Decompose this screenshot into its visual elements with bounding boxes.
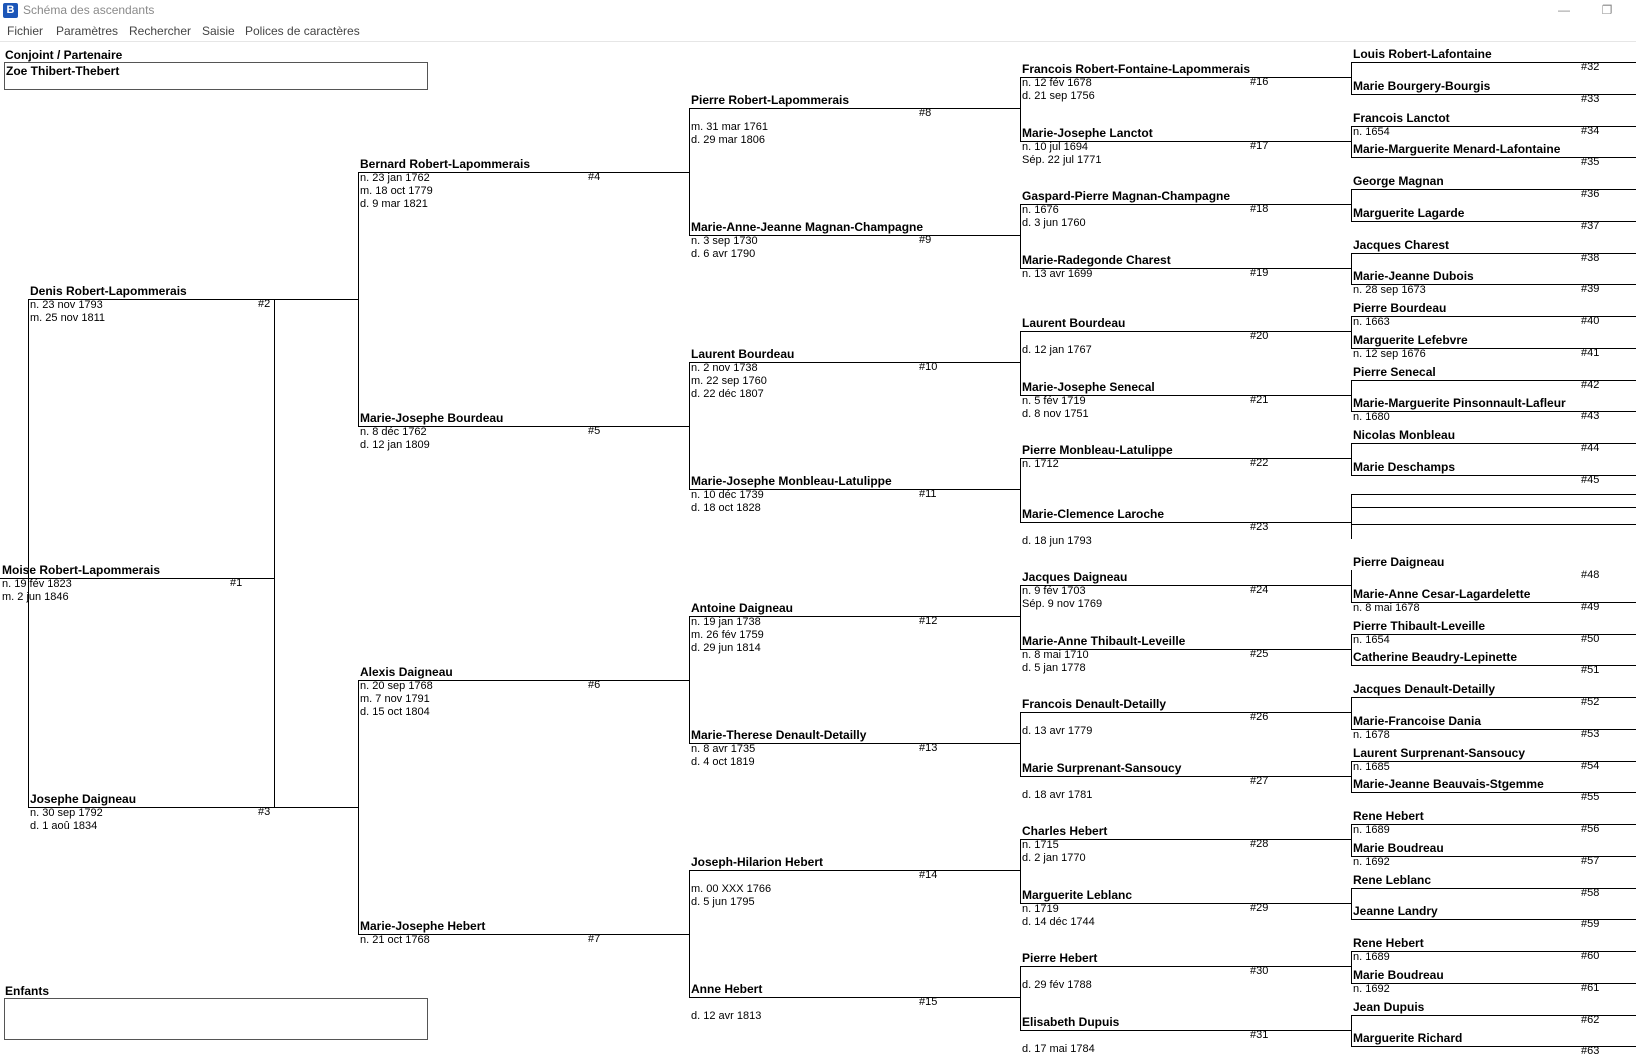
person-detail: m. 18 oct 1779	[360, 185, 433, 197]
person-name[interactable]: Pierre Hebert	[1022, 951, 1098, 965]
person-number: #11	[919, 488, 937, 500]
person-number: #1	[230, 577, 243, 589]
person-detail: n. 1663	[1353, 316, 1390, 328]
person-number: #10	[919, 361, 938, 373]
person-detail: d. 9 mar 1821	[360, 198, 428, 210]
person-number: #12	[919, 615, 938, 627]
person-number: #58	[1581, 887, 1600, 899]
person-number: #23	[1250, 521, 1269, 533]
person-detail: n. 10 déc 1739	[691, 489, 764, 501]
spouse-name[interactable]: Zoe Thibert-Thebert	[6, 64, 120, 78]
person-number: #39	[1581, 283, 1600, 295]
person-name[interactable]: Marie-Anne Cesar-Lagardelette	[1353, 587, 1531, 601]
person-detail: d. 14 déc 1744	[1022, 916, 1095, 928]
person-number: #63	[1581, 1045, 1600, 1057]
person-name[interactable]: Marie-Francoise Dania	[1353, 714, 1482, 728]
person-number: #2	[258, 298, 271, 310]
person-detail: m. 31 mar 1761	[691, 121, 769, 133]
person-number: #59	[1581, 918, 1600, 930]
person-detail: m. 22 sep 1760	[691, 375, 767, 387]
menu-parametres[interactable]: Paramètres	[56, 24, 119, 38]
person-name[interactable]: Marie-Therese Denault-Detailly	[691, 728, 867, 742]
person-number: #33	[1581, 93, 1600, 105]
person-name[interactable]: Marie Boudreau	[1353, 968, 1444, 982]
person-number: #7	[588, 933, 601, 945]
connector-line	[1351, 824, 1352, 857]
person-name[interactable]: Marie Boudreau	[1353, 841, 1444, 855]
person-number: #9	[919, 234, 932, 246]
person-number: #16	[1250, 76, 1269, 88]
connector-line	[1351, 380, 1352, 412]
person-detail: d. 6 avr 1790	[691, 248, 756, 260]
person-name[interactable]: Charles Hebert	[1022, 824, 1108, 838]
connector-line	[1020, 77, 1021, 142]
person-detail: d. 8 nov 1751	[1022, 408, 1089, 420]
person-name[interactable]: Moise Robert-Lapommerais	[2, 563, 161, 577]
person-detail: n. 10 jul 1694	[1022, 141, 1089, 153]
person-detail: d. 5 jan 1778	[1022, 662, 1086, 674]
person-detail: n. 8 déc 1762	[360, 426, 427, 438]
person-number: #56	[1581, 823, 1600, 835]
person-number: #44	[1581, 442, 1600, 454]
person-name[interactable]: Anne Hebert	[691, 982, 763, 996]
person-number: #55	[1581, 791, 1600, 803]
person-detail: d. 29 mar 1806	[691, 134, 765, 146]
restore-button[interactable]: ❐	[1601, 3, 1613, 17]
person-number: #60	[1581, 950, 1600, 962]
person-detail: n. 8 mai 1710	[1022, 649, 1089, 661]
connector-line	[358, 680, 359, 935]
person-detail: n. 3 sep 1730	[691, 235, 758, 247]
person-detail: n. 23 nov 1793	[30, 299, 103, 311]
person-detail: n. 1715	[1022, 839, 1059, 851]
connector-line	[1020, 204, 1351, 205]
person-number: #42	[1581, 379, 1600, 391]
person-detail: n. 12 fév 1678	[1022, 77, 1092, 89]
person-detail: d. 4 oct 1819	[691, 756, 755, 768]
person-name[interactable]: Jeanne Landry	[1353, 904, 1438, 918]
person-detail: n. 1689	[1353, 951, 1390, 963]
person-name[interactable]: Pierre Daigneau	[1353, 555, 1445, 569]
person-name[interactable]: Marie-Josephe Hebert	[360, 919, 486, 933]
person-detail: n. 5 fév 1719	[1022, 395, 1086, 407]
person-name[interactable]: Marie-Josephe Bourdeau	[360, 411, 504, 425]
person-detail: m. 25 nov 1811	[30, 312, 106, 324]
connector-line	[1351, 494, 1636, 495]
person-number: #35	[1581, 156, 1600, 168]
connector-line	[1020, 331, 1021, 396]
person-number: #52	[1581, 696, 1600, 708]
person-detail: Sép. 22 jul 1771	[1022, 154, 1102, 166]
person-number: #51	[1581, 664, 1600, 676]
person-detail: d. 18 oct 1828	[691, 502, 761, 514]
person-detail: d. 12 jan 1809	[360, 439, 430, 451]
connector-line	[1020, 712, 1351, 713]
connector-line	[689, 870, 1020, 871]
person-number: #62	[1581, 1014, 1600, 1026]
connector-line	[689, 616, 690, 744]
person-number: #3	[258, 806, 271, 818]
person-number: #61	[1581, 982, 1600, 994]
person-name[interactable]: George Magnan	[1353, 174, 1444, 188]
person-detail: n. 30 sep 1792	[30, 807, 103, 819]
person-name[interactable]: Denis Robert-Lapommerais	[30, 284, 187, 298]
person-detail: n. 13 avr 1699	[1022, 268, 1093, 280]
connector-line	[1351, 443, 1352, 476]
person-detail: d. 22 déc 1807	[691, 388, 764, 400]
person-number: #48	[1581, 569, 1600, 581]
person-name[interactable]: Bernard Robert-Lapommerais	[360, 157, 531, 171]
person-name[interactable]: Marie Surprenant-Sansoucy	[1022, 761, 1182, 775]
person-number: #38	[1581, 252, 1600, 264]
connector-line	[689, 362, 690, 490]
connector-line	[689, 108, 1020, 109]
person-number: #27	[1250, 775, 1269, 787]
connector-line	[1351, 62, 1352, 95]
person-name[interactable]: Marie-Josephe Senecal	[1022, 380, 1155, 394]
connector-line	[1020, 839, 1021, 904]
person-number: #20	[1250, 330, 1269, 342]
person-number: #53	[1581, 728, 1600, 740]
connector-line	[1020, 1030, 1351, 1031]
person-detail: n. 1678	[1353, 729, 1390, 741]
person-number: #29	[1250, 902, 1269, 914]
connector-line	[1020, 458, 1351, 459]
connector-line	[689, 870, 690, 998]
person-detail: m. 00 XXX 1766	[691, 883, 772, 895]
connector-line	[1351, 697, 1352, 730]
connector-line	[1020, 903, 1351, 904]
person-number: #37	[1581, 220, 1600, 232]
person-number: #36	[1581, 188, 1600, 200]
person-name[interactable]: Nicolas Monbleau	[1353, 428, 1456, 442]
person-number: #13	[919, 742, 938, 754]
person-number: #17	[1250, 140, 1269, 152]
minimize-button[interactable]: —	[1558, 3, 1570, 17]
person-detail: n. 19 jan 1738	[691, 616, 761, 628]
person-name[interactable]: Laurent Surprenant-Sansoucy	[1353, 746, 1526, 760]
person-name[interactable]: Marie Deschamps	[1353, 460, 1456, 474]
person-detail: d. 2 jan 1770	[1022, 852, 1086, 864]
person-name[interactable]: Marie-Marguerite Menard-Lafontaine	[1353, 142, 1561, 156]
person-name[interactable]: Rene Hebert	[1353, 936, 1424, 950]
person-name[interactable]: Marie-Anne-Jeanne Magnan-Champagne	[691, 220, 924, 234]
person-name[interactable]: Marie-Jeanne Beauvais-Stgemme	[1353, 777, 1544, 791]
person-detail: d. 12 avr 1813	[691, 1010, 762, 1022]
connector-line	[1351, 189, 1352, 222]
connector-line	[1351, 507, 1636, 508]
person-detail: n. 1685	[1353, 761, 1390, 773]
person-detail: n. 9 fév 1703	[1022, 585, 1086, 597]
person-name[interactable]: Jacques Denault-Detailly	[1353, 682, 1496, 696]
app-icon: B	[3, 3, 18, 18]
connector-line	[1351, 888, 1352, 920]
connector-line	[1351, 126, 1352, 158]
person-name[interactable]: Joseph-Hilarion Hebert	[691, 855, 824, 869]
person-detail: n. 1654	[1353, 634, 1390, 646]
person-name[interactable]: Jean Dupuis	[1353, 1000, 1425, 1014]
person-name[interactable]: Marguerite Lefebvre	[1353, 333, 1468, 347]
menu-fichier[interactable]: Fichier	[7, 24, 44, 38]
person-detail: n. 23 jan 1762	[360, 172, 430, 184]
person-name[interactable]: Marie-Radegonde Charest	[1022, 253, 1171, 267]
person-name[interactable]: Marie-Clemence Laroche	[1022, 507, 1165, 521]
person-name[interactable]: Pierre Senecal	[1353, 365, 1436, 379]
person-number: #15	[919, 996, 938, 1008]
person-number: #22	[1250, 457, 1269, 469]
person-name[interactable]: Josephe Daigneau	[30, 792, 137, 806]
person-detail: d. 29 fév 1788	[1022, 979, 1092, 991]
person-number: #25	[1250, 648, 1269, 660]
person-name[interactable]: Marguerite Leblanc	[1022, 888, 1133, 902]
spouse-label: Conjoint / Partenaire	[5, 48, 123, 62]
person-number: #14	[919, 869, 938, 881]
connector-line	[1020, 522, 1351, 523]
person-detail: n. 1680	[1353, 411, 1390, 423]
person-number: #30	[1250, 965, 1269, 977]
person-detail: d. 18 jun 1793	[1022, 535, 1092, 547]
menu-rechercher[interactable]: Rechercher	[129, 24, 192, 38]
person-name[interactable]: Rene Hebert	[1353, 809, 1424, 823]
person-name[interactable]: Rene Leblanc	[1353, 873, 1432, 887]
person-detail: d. 18 avr 1781	[1022, 789, 1093, 801]
connector-line	[1351, 1015, 1352, 1047]
connector-line	[1351, 761, 1352, 793]
person-name[interactable]: Jacques Daigneau	[1022, 570, 1128, 584]
person-number: #49	[1581, 601, 1600, 613]
children-label: Enfants	[5, 984, 50, 998]
menu-saisie[interactable]: Saisie	[202, 24, 235, 38]
connector-line	[689, 108, 690, 236]
person-number: #28	[1250, 838, 1269, 850]
person-number: #21	[1250, 394, 1269, 406]
person-number: #26	[1250, 711, 1269, 723]
connector-line	[1020, 776, 1351, 777]
person-name[interactable]: Francois Denault-Detailly	[1022, 697, 1167, 711]
connector-line	[1020, 204, 1021, 269]
person-detail: n. 28 sep 1673	[1353, 284, 1426, 296]
person-detail: d. 3 jun 1760	[1022, 217, 1086, 229]
person-detail: d. 1 aoû 1834	[30, 820, 98, 832]
person-number: #41	[1581, 347, 1600, 359]
person-number: #4	[588, 171, 601, 183]
connector-line	[1020, 585, 1021, 650]
person-name[interactable]: Marie-Josephe Monbleau-Latulippe	[691, 474, 892, 488]
person-name[interactable]: Alexis Daigneau	[360, 665, 453, 679]
person-number: #24	[1250, 584, 1269, 596]
person-number: #40	[1581, 315, 1600, 327]
person-name[interactable]: Marguerite Richard	[1353, 1031, 1463, 1045]
connector-line	[1351, 253, 1352, 285]
person-detail: m. 7 nov 1791	[360, 693, 430, 705]
person-name[interactable]: Marie-Anne Thibault-Leveille	[1022, 634, 1186, 648]
person-detail: d. 15 oct 1804	[360, 706, 430, 718]
person-number: #54	[1581, 760, 1600, 772]
person-detail: d. 13 avr 1779	[1022, 725, 1093, 737]
person-name[interactable]: Pierre Bourdeau	[1353, 301, 1447, 315]
person-name[interactable]: Pierre Monbleau-Latulippe	[1022, 443, 1173, 457]
person-detail: n. 8 mai 1678	[1353, 602, 1420, 614]
person-detail: n. 1689	[1353, 824, 1390, 836]
person-number: #50	[1581, 633, 1600, 645]
person-detail: n. 1692	[1353, 856, 1390, 868]
connector-line	[1351, 494, 1352, 525]
connector-line	[358, 172, 359, 427]
person-name[interactable]: Antoine Daigneau	[691, 601, 794, 615]
connector-line	[689, 997, 1020, 998]
person-number: #57	[1581, 855, 1600, 867]
connector-line	[1020, 966, 1021, 1031]
person-detail: n. 1712	[1022, 458, 1059, 470]
person-detail: n. 21 oct 1768	[360, 934, 430, 946]
person-number: #43	[1581, 410, 1600, 422]
person-name[interactable]: Francois Lanctot	[1353, 111, 1450, 125]
person-number: #32	[1581, 61, 1600, 73]
person-name[interactable]: Francois Robert-Fontaine-Lapommerais	[1022, 62, 1251, 76]
person-detail: d. 17 mai 1784	[1022, 1043, 1095, 1055]
connector-line	[1020, 712, 1021, 777]
window-title: Schéma des ascendants	[23, 3, 155, 17]
person-name[interactable]: Catherine Beaudry-Lepinette	[1353, 650, 1518, 664]
connector-line	[1020, 839, 1351, 840]
person-name[interactable]: Marie Bourgery-Bourgis	[1353, 79, 1491, 93]
person-detail: d. 29 jun 1814	[691, 642, 761, 654]
person-name[interactable]: Pierre Thibault-Leveille	[1353, 619, 1486, 633]
menu-polices[interactable]: Polices de caractères	[245, 24, 360, 38]
person-detail: n. 1719	[1022, 903, 1059, 915]
person-name[interactable]: Marie-Marguerite Pinsonnault-Lafleur	[1353, 396, 1566, 410]
connector-line	[1351, 951, 1352, 984]
person-detail: d. 21 sep 1756	[1022, 90, 1095, 102]
person-name[interactable]: Marie-Josephe Lanctot	[1022, 126, 1153, 140]
person-detail: d. 5 jun 1795	[691, 896, 755, 908]
person-number: #45	[1581, 474, 1600, 486]
person-detail: n. 1692	[1353, 983, 1390, 995]
person-detail: m. 26 fév 1759	[691, 629, 764, 641]
connector-line	[1351, 570, 1352, 603]
person-number: #34	[1581, 125, 1600, 137]
person-number: #6	[588, 679, 601, 691]
connector-line	[1020, 331, 1351, 332]
person-name[interactable]: Laurent Bourdeau	[691, 347, 795, 361]
person-detail: n. 2 nov 1738	[691, 362, 758, 374]
person-detail: d. 12 jan 1767	[1022, 344, 1092, 356]
person-detail: n. 1676	[1022, 204, 1059, 216]
connector-line	[1351, 524, 1636, 525]
person-number: #8	[919, 107, 932, 119]
person-name[interactable]: Pierre Robert-Lapommerais	[691, 93, 850, 107]
person-number: #19	[1250, 267, 1269, 279]
person-detail: n. 8 avr 1735	[691, 743, 756, 755]
connector-line	[28, 299, 29, 808]
connector-line	[1351, 316, 1352, 349]
person-name[interactable]: Laurent Bourdeau	[1022, 316, 1126, 330]
connector-line	[1351, 634, 1352, 666]
person-number: #31	[1250, 1029, 1269, 1041]
person-number: #18	[1250, 203, 1269, 215]
connector-line	[1020, 458, 1021, 523]
person-detail: Sép. 9 nov 1769	[1022, 598, 1103, 610]
person-number: #5	[588, 425, 601, 437]
person-name[interactable]: Marie-Jeanne Dubois	[1353, 269, 1474, 283]
person-detail: n. 19 fév 1823	[2, 578, 72, 590]
person-detail: m. 2 jun 1846	[2, 591, 69, 603]
person-name[interactable]: Gaspard-Pierre Magnan-Champagne	[1022, 189, 1231, 203]
person-name[interactable]: Marguerite Lagarde	[1353, 206, 1465, 220]
person-detail: n. 1654	[1353, 126, 1390, 138]
person-name[interactable]: Louis Robert-Lafontaine	[1353, 47, 1492, 61]
person-name[interactable]: Jacques Charest	[1353, 238, 1450, 252]
person-detail: n. 20 sep 1768	[360, 680, 433, 692]
connector-line	[1020, 966, 1351, 967]
connector-line	[274, 299, 275, 808]
person-detail: n. 12 sep 1676	[1353, 348, 1426, 360]
person-name[interactable]: Elisabeth Dupuis	[1022, 1015, 1120, 1029]
